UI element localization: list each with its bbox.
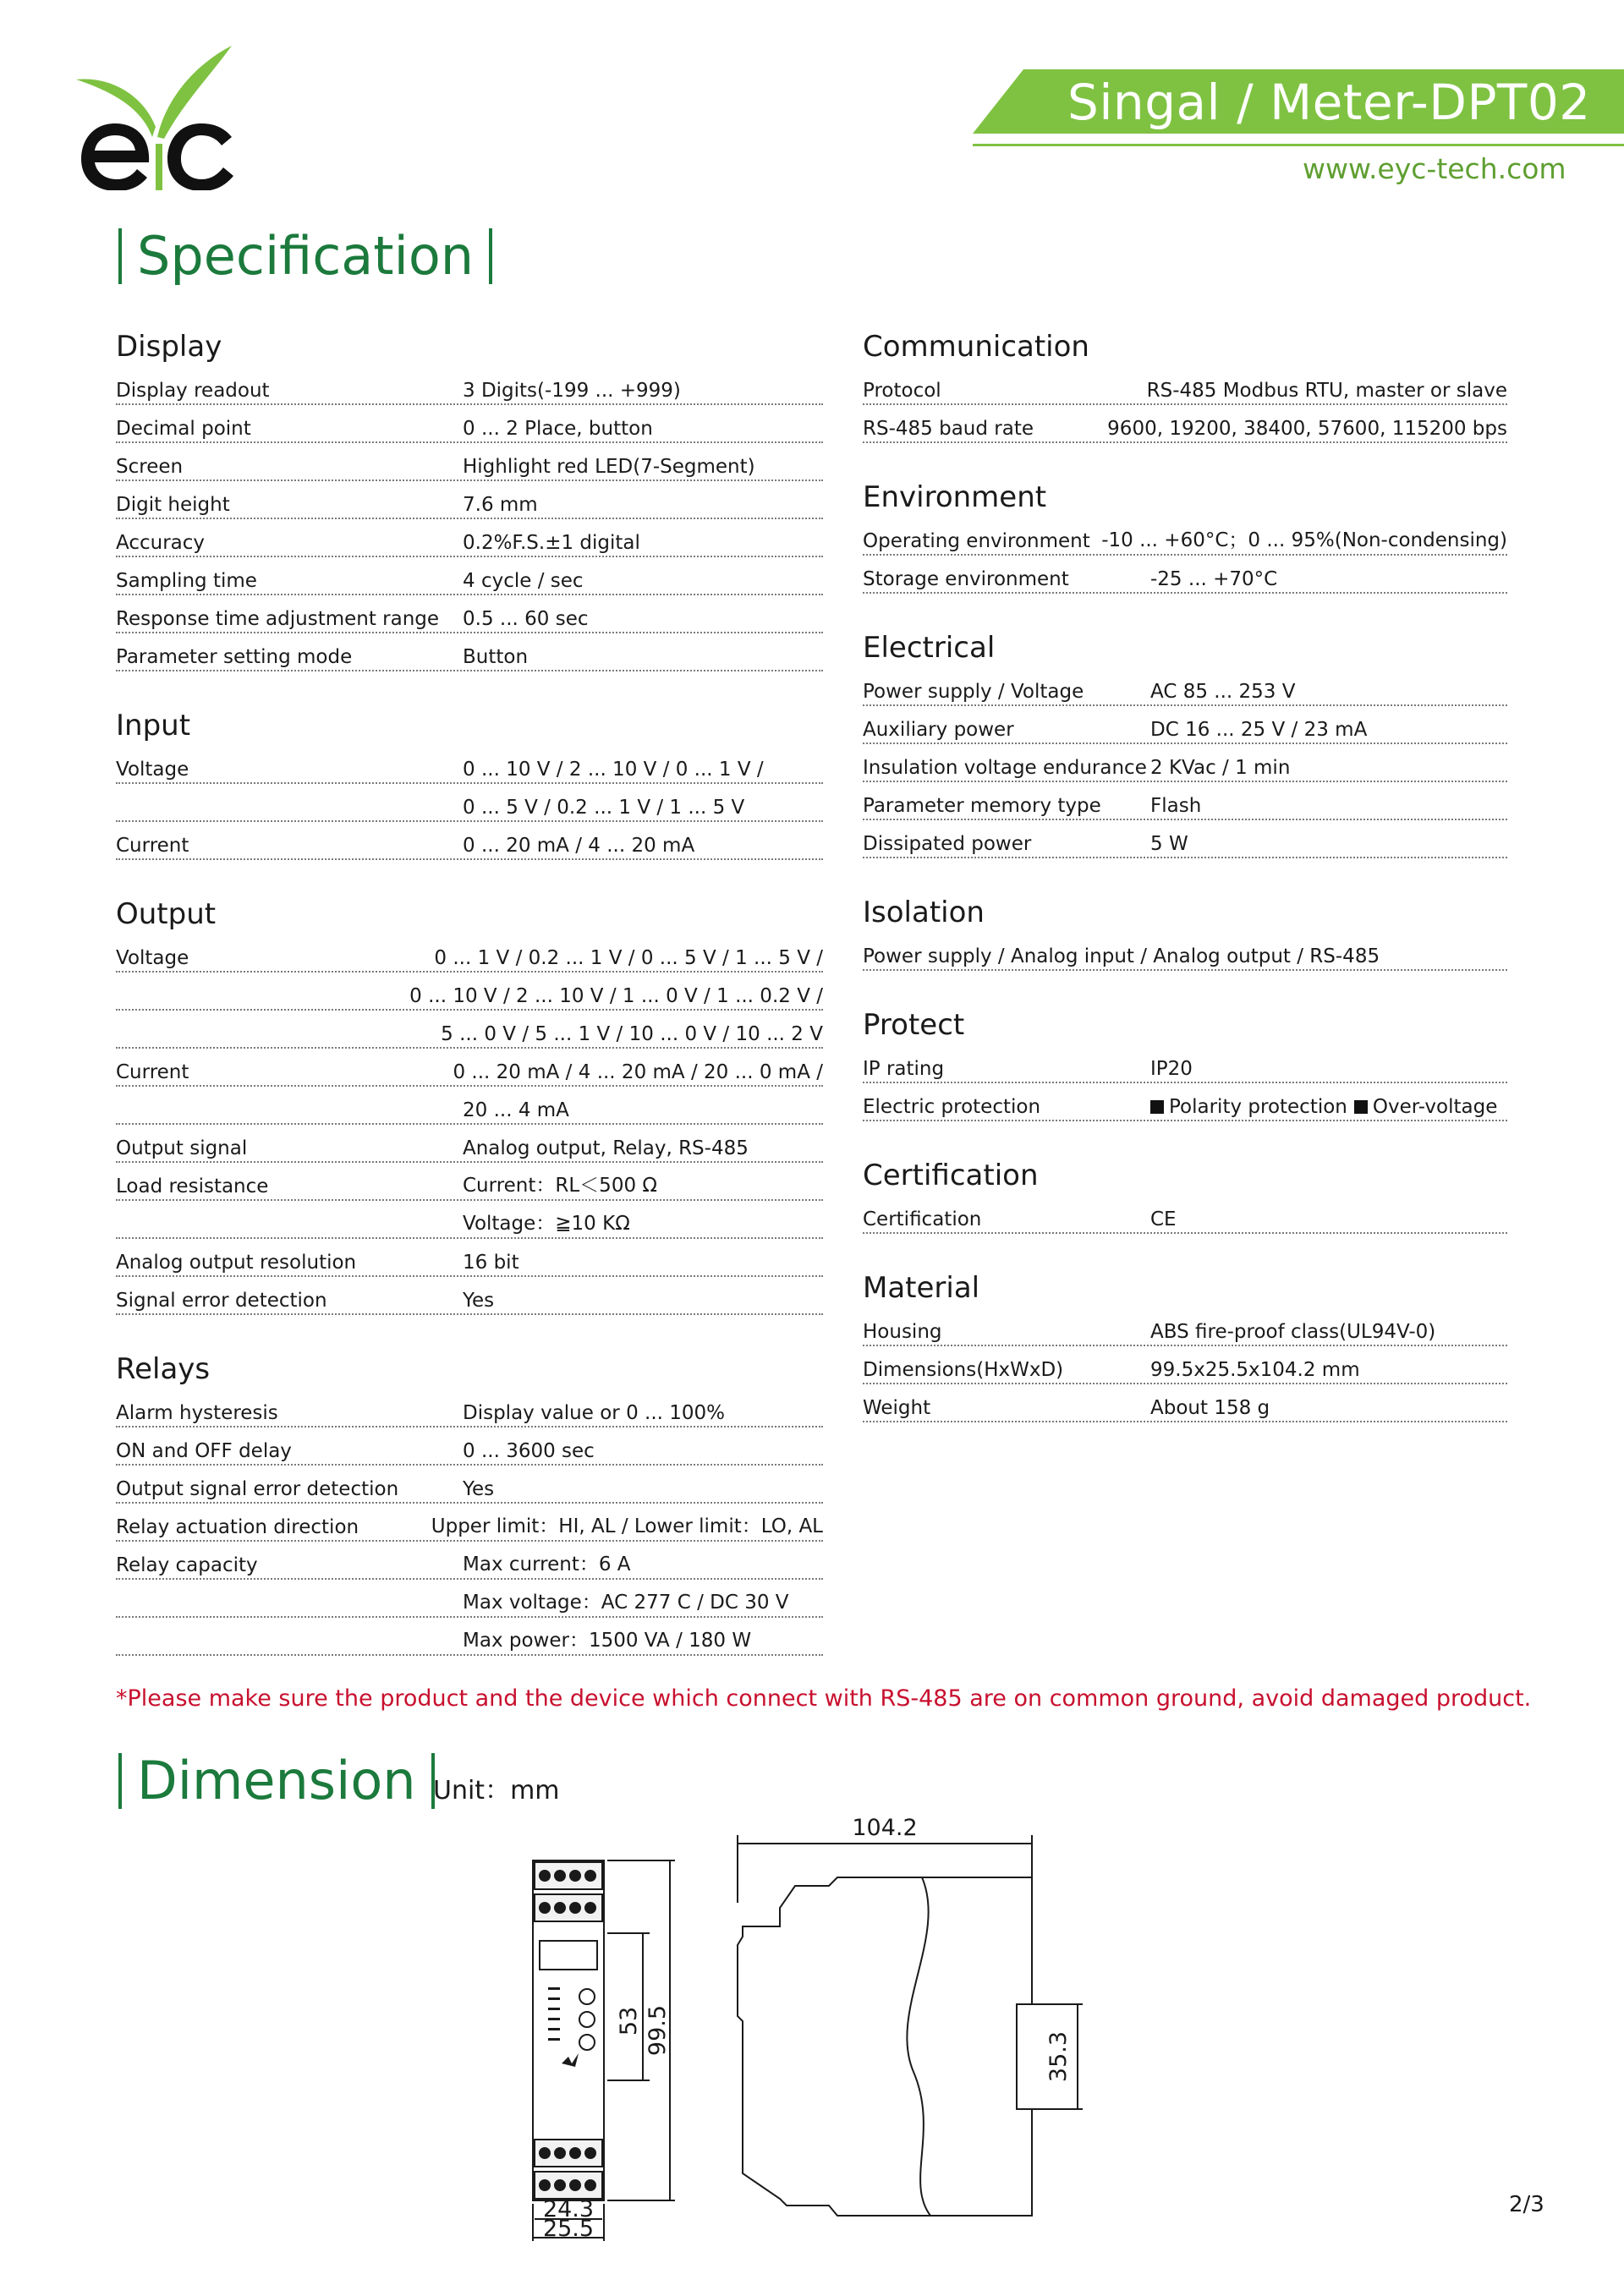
spec-value: Highlight red LED(7-Segment) xyxy=(463,456,755,478)
spec-row xyxy=(116,481,823,519)
spec-row xyxy=(116,1542,823,1580)
spec-row xyxy=(116,405,823,443)
spec-label: Protocol xyxy=(863,380,941,402)
spec-value: Max current：6 A xyxy=(463,1553,631,1575)
spec-row xyxy=(116,1389,823,1427)
spec-value: Yes xyxy=(463,1478,495,1500)
spec-group-title: Protect xyxy=(863,1008,965,1042)
filled-square-icon xyxy=(1354,1100,1368,1114)
spec-label: Accuracy xyxy=(116,532,206,554)
spec-row xyxy=(116,519,823,557)
page-number: 2/3 xyxy=(1509,2192,1544,2217)
spec-label: Screen xyxy=(116,456,184,478)
spec-group-title: Isolation xyxy=(863,896,985,929)
spec-value: Yes xyxy=(463,1290,495,1312)
spec-group-display xyxy=(116,330,823,671)
spec-label: Power supply / Voltage xyxy=(863,681,1084,703)
unit-label: Unit：mm xyxy=(433,1776,560,1806)
spec-row xyxy=(116,557,823,595)
spec-group-electrical xyxy=(863,631,1507,858)
document-title: Singal / Meter-DPT02 xyxy=(1067,74,1591,131)
header-divider xyxy=(973,144,1624,146)
spec-row xyxy=(863,556,1507,594)
spec-row xyxy=(116,1618,823,1656)
spec-group-title: Certification xyxy=(863,1159,1039,1192)
spec-label: RS-485 baud rate xyxy=(863,418,1034,440)
spec-value: AC 85 ... 253 V xyxy=(1150,681,1296,703)
spec-row xyxy=(863,1308,1507,1346)
spec-label: Response time adjustment range xyxy=(116,608,440,630)
spec-row xyxy=(863,1045,1507,1083)
spec-row xyxy=(863,820,1507,858)
spec-row xyxy=(116,1163,823,1201)
spec-value: -25 ... +70°C xyxy=(1150,568,1278,590)
spec-value: Flash xyxy=(1150,795,1202,817)
spec-group-title: Display xyxy=(116,330,222,364)
spec-group-protect xyxy=(863,1008,1507,1121)
spec-row xyxy=(863,668,1507,706)
spec-label: Relay actuation direction xyxy=(116,1516,359,1538)
spec-group-title: Input xyxy=(116,709,191,743)
spec-label: Output signal error detection xyxy=(116,1478,399,1500)
dim-width-total: 25.5 xyxy=(542,2216,595,2241)
spec-value: Button xyxy=(463,646,529,668)
specification-heading: Specification xyxy=(118,228,492,284)
side-view-drawing xyxy=(719,1801,1108,2241)
spec-row xyxy=(863,405,1507,443)
spec-value: 16 bit xyxy=(463,1252,519,1274)
warning-note: *Please make sure the product and the device which connect with RS-485 are on common ground, avoid damaged product. xyxy=(116,1685,1532,1712)
spec-value: Current：RL＜500 Ω xyxy=(463,1175,657,1197)
spec-value: Voltage：≧10 KΩ xyxy=(463,1213,630,1235)
spec-value: 0 ... 10 V / 2 ... 10 V / 0 ... 1 V / xyxy=(463,759,764,781)
spec-label: Sampling time xyxy=(116,570,257,592)
spec-value: 7.6 mm xyxy=(463,494,538,516)
spec-value: CE xyxy=(1150,1208,1177,1230)
spec-label: ON and OFF delay xyxy=(116,1440,292,1462)
spec-row xyxy=(863,744,1507,782)
spec-label: Storage environment xyxy=(863,568,1069,590)
heading-bar-left xyxy=(118,1753,122,1809)
spec-value: 0.2%F.S.±1 digital xyxy=(463,532,640,554)
spec-value: DC 16 ... 25 V / 23 mA xyxy=(1150,719,1368,741)
spec-label: IP rating xyxy=(863,1058,945,1080)
spec-row xyxy=(116,973,823,1011)
spec-value: 0 ... 5 V / 0.2 ... 1 V / 1 ... 5 V xyxy=(463,797,745,819)
dim-width-inner: 24.3 xyxy=(542,2196,595,2222)
spec-row xyxy=(116,633,823,671)
spec-value: 0 ... 10 V / 2 ... 10 V / 1 ... 0 V / 1 ... 0.2 V / xyxy=(409,985,823,1007)
spec-value: 99.5x25.5x104.2 mm xyxy=(1150,1359,1360,1381)
spec-group-title: Relays xyxy=(116,1352,211,1386)
dim-height-inner: 53 xyxy=(616,2006,642,2036)
website-link[interactable]: www.eyc-tech.com xyxy=(1303,152,1566,185)
spec-label: Relay capacity xyxy=(116,1554,258,1576)
spec-label: Weight xyxy=(863,1397,931,1419)
spec-label: Insulation voltage endurance xyxy=(863,757,1147,779)
spec-row xyxy=(116,443,823,481)
spec-value: Upper limit：HI, AL / Lower limit：LO, AL xyxy=(431,1515,823,1537)
spec-value: 2 KVac / 1 min xyxy=(1150,757,1291,779)
spec-group-title: Output xyxy=(116,897,217,931)
spec-row xyxy=(116,1504,823,1542)
spec-label: Output signal xyxy=(116,1137,248,1159)
spec-label: Electric protection xyxy=(863,1096,1041,1118)
spec-value: 0 ... 1 V / 0.2 ... 1 V / 0 ... 5 V / 1 ... 5 V / xyxy=(434,947,823,969)
spec-value: 0 ... 2 Place, button xyxy=(463,418,653,440)
spec-row xyxy=(116,1011,823,1049)
spec-row xyxy=(863,1346,1507,1384)
spec-column-right xyxy=(863,330,1507,1460)
spec-value: Max voltage：AC 277 C / DC 30 V xyxy=(463,1592,789,1614)
heading-bar-left xyxy=(118,228,122,284)
spec-row xyxy=(116,1087,823,1125)
spec-value: ABS fire-proof class(UL94V-0) xyxy=(1150,1321,1436,1343)
spec-row xyxy=(863,367,1507,405)
dim-depth: 104.2 xyxy=(852,1815,918,1841)
spec-row xyxy=(116,1125,823,1163)
spec-label: Current xyxy=(116,835,189,857)
spec-label: Current xyxy=(116,1061,189,1083)
spec-row xyxy=(116,1580,823,1618)
spec-group-certification xyxy=(863,1159,1507,1234)
protection-item: Polarity protection xyxy=(1169,1096,1347,1118)
dimension-heading: Dimension xyxy=(118,1753,435,1809)
spec-column-left xyxy=(116,330,823,1693)
spec-group-environment xyxy=(863,480,1507,594)
dim-rail: 35.3 xyxy=(1045,2030,1072,2083)
spec-value: About 158 g xyxy=(1150,1397,1270,1419)
spec-row xyxy=(863,933,1507,971)
spec-row xyxy=(863,1196,1507,1234)
spec-value: Display value or 0 ... 100% xyxy=(463,1402,726,1424)
spec-group-communication xyxy=(863,330,1507,443)
spec-group-isolation xyxy=(863,896,1507,971)
spec-value: Max power：1500 VA / 180 W xyxy=(463,1630,752,1652)
spec-row xyxy=(116,595,823,633)
spec-value: IP20 xyxy=(1150,1058,1193,1080)
spec-row xyxy=(863,1384,1507,1422)
spec-row xyxy=(863,782,1507,820)
spec-group-title: Environment xyxy=(863,480,1047,514)
spec-row xyxy=(116,784,823,822)
spec-label: Voltage xyxy=(116,947,189,969)
spec-value: 4 cycle / sec xyxy=(463,570,584,592)
spec-value: -10 ... +60°C；0 ... 95%(Non-condensing) xyxy=(1101,529,1507,551)
front-view-drawing xyxy=(508,1810,694,2241)
spec-group-output xyxy=(116,897,823,1315)
spec-value: 9600, 19200, 38400, 57600, 115200 bps xyxy=(1107,418,1507,440)
spec-value: 0.5 ... 60 sec xyxy=(463,608,589,630)
spec-label: Auxiliary power xyxy=(863,719,1014,741)
spec-value xyxy=(1150,1096,1504,1118)
spec-row xyxy=(116,367,823,405)
spec-label: Housing xyxy=(863,1321,942,1343)
spec-row xyxy=(116,1277,823,1315)
eyc-logo xyxy=(74,42,244,190)
spec-value: 5 W xyxy=(1150,833,1188,855)
spec-label: Display readout xyxy=(116,380,270,402)
spec-group-title: Communication xyxy=(863,330,1089,364)
dim-height-total: 99.5 xyxy=(645,2004,671,2057)
spec-group-input xyxy=(116,709,823,860)
spec-value: 0 ... 20 mA / 4 ... 20 mA xyxy=(463,835,695,857)
spec-row xyxy=(116,1239,823,1277)
spec-label: Voltage xyxy=(116,759,189,781)
spec-label: Parameter setting mode xyxy=(116,646,353,668)
spec-label: Signal error detection xyxy=(116,1290,327,1312)
protection-item: Over-voltage xyxy=(1372,1096,1498,1118)
spec-row xyxy=(116,1427,823,1466)
heading-bar-right xyxy=(489,228,492,284)
spec-label: Certification xyxy=(863,1208,982,1230)
spec-label: Digit height xyxy=(116,494,230,516)
spec-label: Dissipated power xyxy=(863,833,1032,855)
spec-row xyxy=(116,1201,823,1239)
spec-value: 5 ... 0 V / 5 ... 1 V / 10 ... 0 V / 10 ... 2 V xyxy=(441,1023,823,1045)
spec-label: Load resistance xyxy=(116,1175,269,1197)
spec-label: Analog output resolution xyxy=(116,1252,357,1274)
spec-row xyxy=(863,518,1507,556)
spec-value: Analog output, Relay, RS-485 xyxy=(463,1137,749,1159)
spec-label: Decimal point xyxy=(116,418,251,440)
spec-value: 3 Digits(-199 ... +999) xyxy=(463,380,681,402)
spec-value: 0 ... 3600 sec xyxy=(463,1440,595,1462)
spec-row xyxy=(116,1049,823,1087)
spec-group-title: Material xyxy=(863,1271,980,1305)
spec-row xyxy=(116,934,823,973)
spec-label: Power supply / Analog input / Analog output / RS-485 xyxy=(863,945,1380,967)
spec-row xyxy=(116,1466,823,1504)
spec-label: Parameter memory type xyxy=(863,795,1101,817)
spec-row xyxy=(863,706,1507,744)
spec-row xyxy=(116,822,823,860)
filled-square-icon xyxy=(1150,1100,1164,1114)
spec-value: RS-485 Modbus RTU, master or slave xyxy=(1146,380,1507,402)
spec-group-relays xyxy=(116,1352,823,1656)
spec-value: 0 ... 20 mA / 4 ... 20 mA / 20 ... 0 mA / xyxy=(453,1061,823,1083)
spec-row xyxy=(116,746,823,784)
spec-group-title: Electrical xyxy=(863,631,996,665)
spec-value: 20 ... 4 mA xyxy=(463,1099,569,1121)
spec-row xyxy=(863,1083,1507,1121)
spec-label: Operating environment xyxy=(863,530,1090,552)
spec-label: Alarm hysteresis xyxy=(116,1402,278,1424)
spec-label: Dimensions(HxWxD) xyxy=(863,1359,1064,1381)
spec-group-material xyxy=(863,1271,1507,1422)
